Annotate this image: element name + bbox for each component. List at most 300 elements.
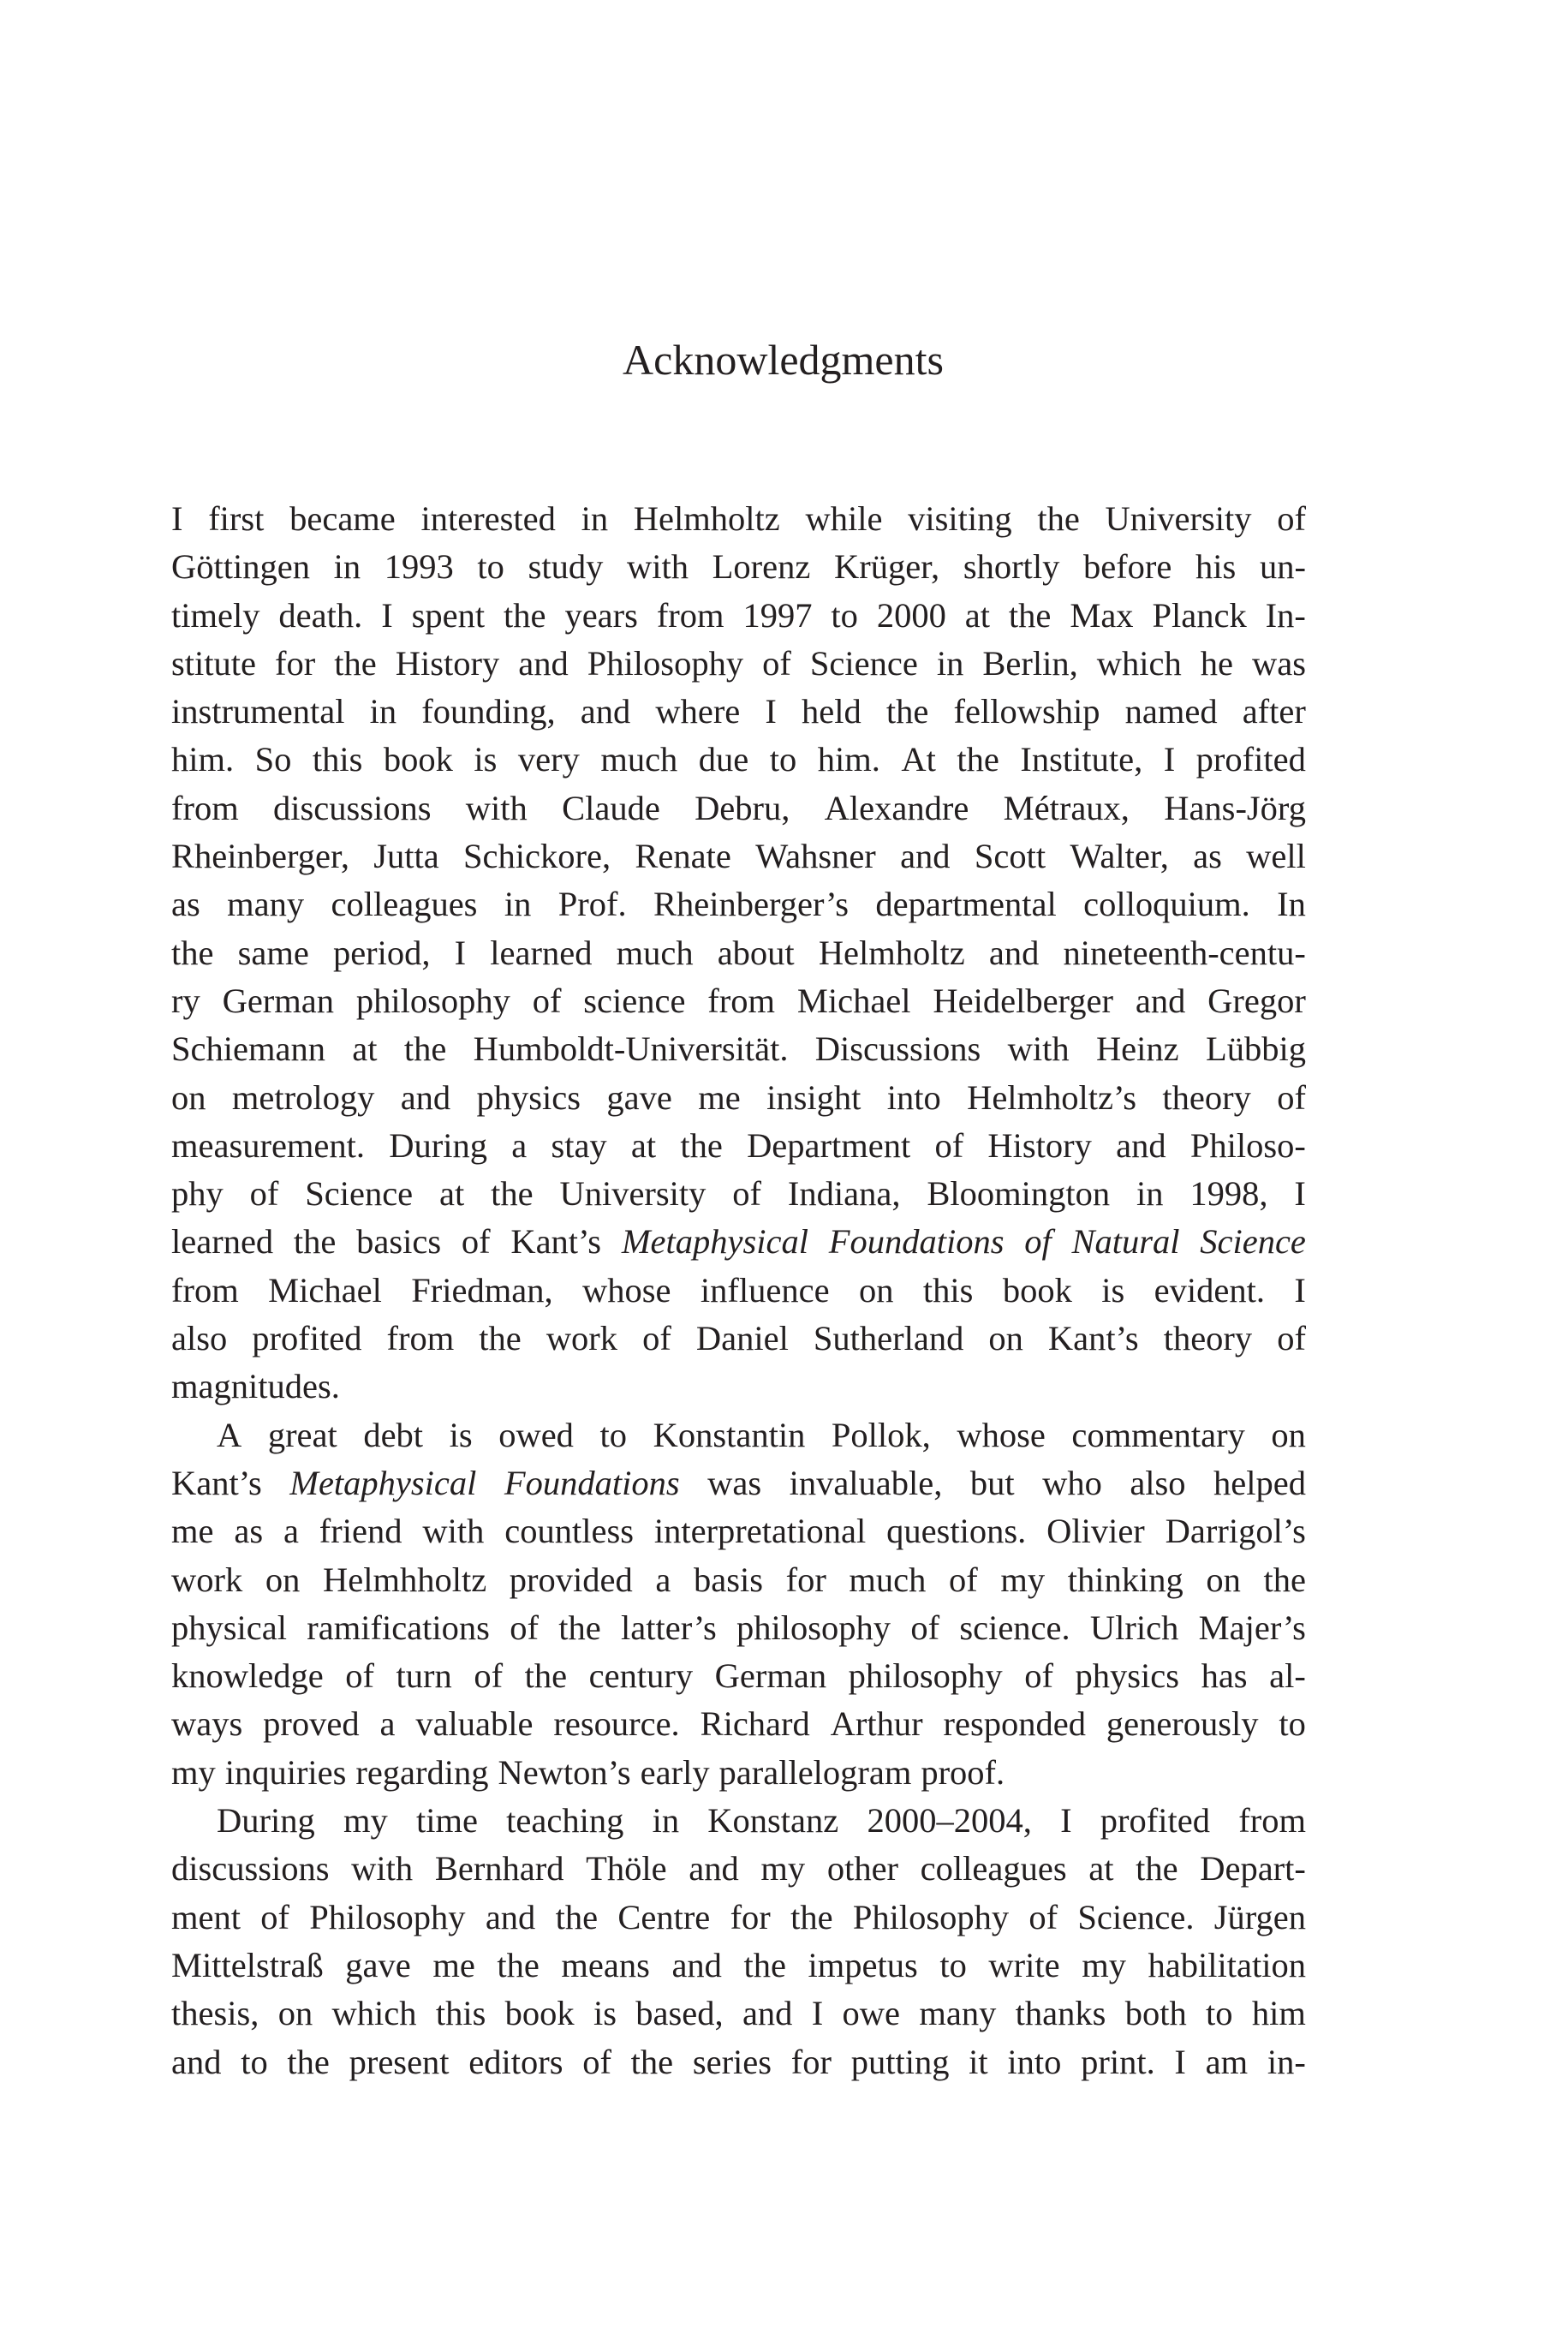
word: proof.: [921, 1752, 1005, 1792]
word: gave: [345, 1945, 411, 1984]
word: to: [599, 1415, 628, 1454]
word: my: [171, 1752, 216, 1792]
word: metrology: [231, 1077, 375, 1117]
word: the: [680, 1125, 723, 1165]
word: him.: [171, 740, 235, 779]
page-title: Acknowledgments: [623, 336, 944, 384]
word: owed: [498, 1415, 574, 1454]
word: the: [504, 595, 546, 635]
word: held: [802, 692, 862, 731]
word: 1993: [384, 547, 454, 587]
word: proved: [263, 1704, 360, 1744]
word: from: [386, 1319, 455, 1358]
word: the: [885, 692, 929, 731]
word: century: [588, 1656, 694, 1696]
word: profited: [252, 1319, 362, 1358]
word: of: [532, 981, 562, 1020]
word: latter’s: [621, 1608, 717, 1647]
word: Rheinberger,: [171, 837, 349, 876]
word: Indiana,: [787, 1174, 901, 1214]
word: At: [901, 740, 936, 779]
italic-word: Foundations: [504, 1463, 680, 1502]
word: I: [381, 595, 393, 635]
word: series: [692, 2042, 772, 2081]
word: is: [1101, 1270, 1125, 1310]
word: of: [474, 1656, 504, 1696]
word: book: [383, 740, 453, 779]
word: influence: [700, 1270, 830, 1310]
word: in: [369, 692, 397, 731]
word: with: [465, 788, 528, 827]
word: commentary: [1071, 1415, 1245, 1454]
word: Alexandre: [824, 788, 969, 827]
word: and: [1135, 981, 1186, 1020]
text-line: [171, 1797, 1306, 1845]
word: from: [171, 1270, 239, 1310]
word: philosophy: [355, 981, 510, 1020]
word: and: [580, 692, 631, 731]
word: Science: [809, 643, 918, 683]
word: al-: [1269, 1656, 1306, 1696]
word: interested: [420, 499, 556, 538]
word: to: [831, 595, 858, 635]
word: Helmhholtz: [322, 1560, 487, 1599]
word: Krüger,: [833, 547, 940, 587]
word: both: [1124, 1994, 1187, 2033]
word: of: [510, 1608, 539, 1647]
word: the: [1136, 1849, 1178, 1888]
word: Science.: [1077, 1897, 1195, 1936]
text-line: [171, 1556, 1306, 1604]
word: a: [655, 1560, 671, 1599]
word: the: [558, 1608, 601, 1647]
word: the: [334, 643, 377, 683]
word: also: [1130, 1463, 1186, 1502]
text-line: [171, 1218, 1306, 1266]
text-line: [171, 543, 1306, 591]
word: Kant’s: [510, 1222, 602, 1262]
word: ramifications: [307, 1608, 490, 1647]
text-line: [171, 1700, 1306, 1748]
word: Friedman,: [411, 1270, 553, 1310]
word: A: [217, 1415, 242, 1454]
word: my: [343, 1801, 388, 1841]
word: on: [858, 1270, 894, 1310]
word: the: [403, 1029, 447, 1069]
text-line: [171, 1411, 1306, 1459]
word: the: [287, 2042, 330, 2081]
word: I: [811, 1994, 824, 2033]
word: ment: [171, 1897, 241, 1936]
word: valuable: [415, 1704, 534, 1744]
word: 1997: [742, 595, 813, 635]
word: inquiries: [224, 1752, 347, 1792]
word: Debru,: [695, 788, 790, 827]
word: and: [518, 643, 569, 683]
text-line: [171, 640, 1306, 688]
word: same: [237, 933, 309, 972]
word: So: [254, 740, 292, 779]
word: evident.: [1154, 1270, 1265, 1310]
word: theory: [1163, 1319, 1253, 1358]
text-line: [171, 1363, 1306, 1411]
text-line: [171, 977, 1306, 1025]
word: on: [988, 1319, 1023, 1358]
word: timely: [171, 595, 260, 635]
word: Philosophy: [587, 643, 744, 683]
word: Pollok,: [831, 1415, 931, 1454]
word: time: [415, 1801, 478, 1841]
word: the: [524, 1656, 568, 1696]
paragraph: [171, 495, 1306, 1411]
word: physics: [476, 1077, 581, 1117]
word: Bernhard: [434, 1849, 564, 1888]
word: and: [400, 1077, 451, 1117]
word: very: [517, 740, 580, 779]
word: present: [349, 2042, 450, 2081]
word: regarding: [355, 1752, 489, 1792]
text-line: [171, 736, 1306, 784]
word: death.: [278, 595, 363, 635]
word: turn: [396, 1656, 452, 1696]
word: Bloomington: [927, 1174, 1111, 1214]
text-line: [171, 1459, 1306, 1507]
word: named: [1124, 692, 1218, 731]
word: due: [698, 740, 749, 779]
word: I: [1294, 1174, 1306, 1214]
word: based,: [635, 1994, 724, 2033]
word: learned: [490, 933, 593, 972]
word: to: [939, 1945, 967, 1984]
text-line: [171, 1990, 1306, 2038]
word: Jürgen: [1213, 1897, 1306, 1936]
word: gave: [606, 1077, 672, 1117]
word: of: [1277, 1077, 1306, 1117]
word: nineteenth-centu-: [1063, 933, 1306, 972]
word: Helmholtz’s: [967, 1077, 1137, 1117]
word: instrumental: [171, 692, 345, 731]
text-line: [171, 1507, 1306, 1555]
word: it: [969, 2042, 988, 2081]
word: science: [583, 981, 686, 1020]
word: 2000–2004,: [867, 1801, 1032, 1841]
word: Philosophy: [309, 1897, 466, 1936]
text-line: [171, 832, 1306, 880]
word: Department: [747, 1125, 911, 1165]
word: basis: [693, 1560, 763, 1599]
word: Heinz: [1095, 1029, 1179, 1069]
word: to: [241, 2042, 268, 2081]
word: he: [1200, 643, 1233, 683]
word: putting: [850, 2042, 950, 2081]
text-line: [171, 688, 1306, 736]
text-line: [171, 1942, 1306, 1990]
word: of: [762, 643, 791, 683]
paragraph: [171, 1797, 1306, 2086]
word: Centre: [617, 1897, 711, 1936]
word: Métraux,: [1003, 788, 1130, 827]
word: much: [600, 740, 678, 779]
word: his: [1195, 547, 1237, 587]
word: the: [1263, 1560, 1306, 1599]
text-line: [171, 592, 1306, 640]
word: the: [497, 1945, 540, 1984]
word: a: [283, 1512, 299, 1551]
word: to: [1279, 1704, 1306, 1744]
word: shortly: [963, 547, 1060, 587]
word: parallelogram: [718, 1752, 912, 1792]
word: the: [479, 1319, 522, 1358]
word: is: [449, 1415, 473, 1454]
word: Philosophy: [852, 1897, 1010, 1936]
word: is: [593, 1994, 617, 2033]
word: Renate: [635, 837, 731, 876]
word: first: [208, 499, 265, 538]
word: basics: [356, 1222, 442, 1262]
word: which: [1096, 643, 1182, 683]
word: Arthur: [830, 1704, 923, 1744]
word: which: [331, 1994, 417, 2033]
italic-word: Metaphysical: [621, 1222, 808, 1262]
word: of: [582, 2042, 611, 2081]
word: stitute: [171, 643, 256, 683]
word: philosophy: [736, 1608, 891, 1647]
text-line: [171, 1894, 1306, 1942]
word: German: [222, 981, 335, 1020]
word: Walter,: [1070, 837, 1169, 876]
word: ry: [171, 981, 200, 1020]
word: with: [1007, 1029, 1070, 1069]
word: Olivier: [1046, 1512, 1145, 1551]
word: book: [1002, 1270, 1072, 1310]
word: Humboldt-Universität.: [473, 1029, 789, 1069]
word: from: [707, 981, 776, 1020]
word: me: [171, 1512, 214, 1551]
word: responded: [943, 1704, 1086, 1744]
word: I: [454, 933, 467, 972]
word: Jutta: [373, 837, 439, 876]
word: at: [1088, 1849, 1114, 1888]
word: a: [511, 1125, 528, 1165]
word: of: [642, 1319, 671, 1358]
word: I: [1294, 1270, 1306, 1310]
word: for: [275, 643, 316, 683]
word: Richard: [700, 1704, 810, 1744]
word: departmental: [875, 885, 1057, 924]
word: of: [260, 1897, 289, 1936]
word: this: [435, 1994, 486, 2033]
word: Newton’s: [498, 1752, 631, 1792]
word: into: [1007, 2042, 1062, 2081]
word: provided: [509, 1560, 633, 1599]
word: in-: [1267, 2042, 1306, 2081]
word: I: [765, 692, 777, 731]
word: am: [1205, 2042, 1249, 2081]
word: this: [312, 740, 363, 779]
word: means: [561, 1945, 650, 1984]
word: Wahsner: [755, 837, 876, 876]
word: as: [171, 885, 200, 924]
word: a: [379, 1704, 396, 1744]
word: Lorenz: [712, 547, 811, 587]
word: visiting: [908, 499, 1012, 538]
word: physical: [171, 1608, 287, 1647]
word: fellowship: [953, 692, 1100, 731]
word: on: [171, 1077, 206, 1117]
word: University: [1105, 499, 1252, 538]
word: Berlin,: [982, 643, 1078, 683]
word: the: [630, 2042, 674, 2081]
word: discussions: [171, 1849, 330, 1888]
word: Claude: [562, 788, 660, 827]
word: German: [714, 1656, 827, 1696]
word: and: [671, 1945, 722, 1984]
word: the: [293, 1222, 337, 1262]
word: I: [1174, 2042, 1186, 2081]
text-line: [171, 1845, 1306, 1893]
word: and: [171, 2042, 222, 2081]
word: my: [760, 1849, 806, 1888]
word: colleagues: [920, 1849, 1067, 1888]
word: much: [616, 933, 694, 972]
word: Majer’s: [1198, 1608, 1306, 1647]
word: Thöle: [586, 1849, 667, 1888]
word: Konstantin: [653, 1415, 806, 1454]
word: Depart-: [1200, 1849, 1306, 1888]
word: questions.: [886, 1512, 1027, 1551]
text-line: [171, 1267, 1306, 1315]
word: him: [1251, 1994, 1306, 2033]
word: Rheinberger’s: [653, 885, 849, 924]
text-line: [171, 1025, 1306, 1073]
word: and: [1116, 1125, 1166, 1165]
word: Kant’s: [171, 1463, 262, 1502]
word: of: [1024, 1656, 1053, 1696]
word: from: [171, 788, 239, 827]
word: Scott: [974, 837, 1046, 876]
word: but: [969, 1463, 1015, 1502]
word: the: [1037, 499, 1080, 538]
word: physics: [1075, 1656, 1180, 1696]
word: has: [1201, 1656, 1248, 1696]
word: Planck: [1152, 595, 1247, 635]
word: in: [581, 499, 609, 538]
word: for: [790, 2042, 832, 2081]
text-line: [171, 1652, 1306, 1700]
word: from: [656, 595, 724, 635]
word: was: [707, 1463, 762, 1502]
word: friend: [319, 1512, 402, 1551]
word: In: [1277, 885, 1306, 924]
word: of: [1277, 1319, 1306, 1358]
word: measurement.: [171, 1125, 366, 1165]
word: and: [900, 837, 951, 876]
word: of: [934, 1125, 964, 1165]
word: with: [422, 1512, 485, 1551]
word: as: [234, 1512, 264, 1551]
word: me: [432, 1945, 475, 1984]
word: Science: [305, 1174, 414, 1214]
word: Lübbig: [1205, 1029, 1306, 1069]
word: stay: [551, 1125, 607, 1165]
word: to: [477, 547, 504, 587]
italic-word: Science: [1200, 1222, 1306, 1262]
word: discussions: [273, 788, 432, 827]
word: Institute,: [1020, 740, 1143, 779]
word: my: [1082, 1945, 1126, 1984]
word: thesis,: [171, 1994, 259, 2033]
word: on: [1271, 1415, 1306, 1454]
word: magnitudes.: [171, 1367, 340, 1406]
word: of: [345, 1656, 374, 1696]
word: about: [717, 933, 795, 972]
text-line: [171, 785, 1306, 832]
word: was: [1251, 643, 1306, 683]
word: and: [988, 933, 1040, 972]
italic-word: of: [1024, 1222, 1052, 1262]
word: work: [171, 1560, 243, 1599]
word: with: [351, 1849, 414, 1888]
word: profited: [1100, 1801, 1211, 1841]
word: after: [1242, 692, 1306, 731]
word: with: [626, 547, 689, 587]
word: colloquium.: [1083, 885, 1250, 924]
paragraph: [171, 1411, 1306, 1797]
word: Ulrich: [1089, 1608, 1179, 1647]
word: Sutherland: [813, 1319, 964, 1358]
word: in: [936, 643, 964, 683]
text-line: [171, 2038, 1306, 2086]
word: un-: [1259, 547, 1306, 587]
word: I: [1163, 740, 1176, 779]
word: owe: [842, 1994, 901, 2033]
word: whose: [582, 1270, 671, 1310]
word: Discussions: [814, 1029, 981, 1069]
word: and: [742, 1994, 793, 2033]
word: 1998,: [1189, 1174, 1268, 1214]
word: Heidelberger: [933, 981, 1114, 1020]
word: while: [805, 499, 883, 538]
word: and: [689, 1849, 739, 1888]
word: to: [1206, 1994, 1233, 2033]
word: at: [964, 595, 990, 635]
word: colleagues: [331, 885, 478, 924]
word: University: [559, 1174, 706, 1214]
word: print.: [1081, 2042, 1155, 2081]
word: helped: [1213, 1463, 1306, 1502]
word: book: [504, 1994, 575, 2033]
word: much: [849, 1560, 927, 1599]
word: Kant’s: [1047, 1319, 1139, 1358]
word: Michael: [268, 1270, 382, 1310]
word: of: [1028, 1897, 1058, 1936]
word: thinking: [1067, 1560, 1183, 1599]
word: Michael: [796, 981, 911, 1020]
word: of: [949, 1560, 978, 1599]
word: this: [922, 1270, 974, 1310]
word: insight: [766, 1077, 862, 1117]
word: debt: [363, 1415, 424, 1454]
acknowledgments-body: [171, 495, 1306, 2086]
word: many: [227, 885, 305, 924]
word: founding,: [421, 692, 556, 731]
word: other: [826, 1849, 899, 1888]
word: study: [528, 547, 604, 587]
word: spent: [411, 595, 486, 635]
word: impetus: [808, 1945, 918, 1984]
text-line: [171, 1170, 1306, 1218]
word: habilitation: [1148, 1945, 1306, 1984]
